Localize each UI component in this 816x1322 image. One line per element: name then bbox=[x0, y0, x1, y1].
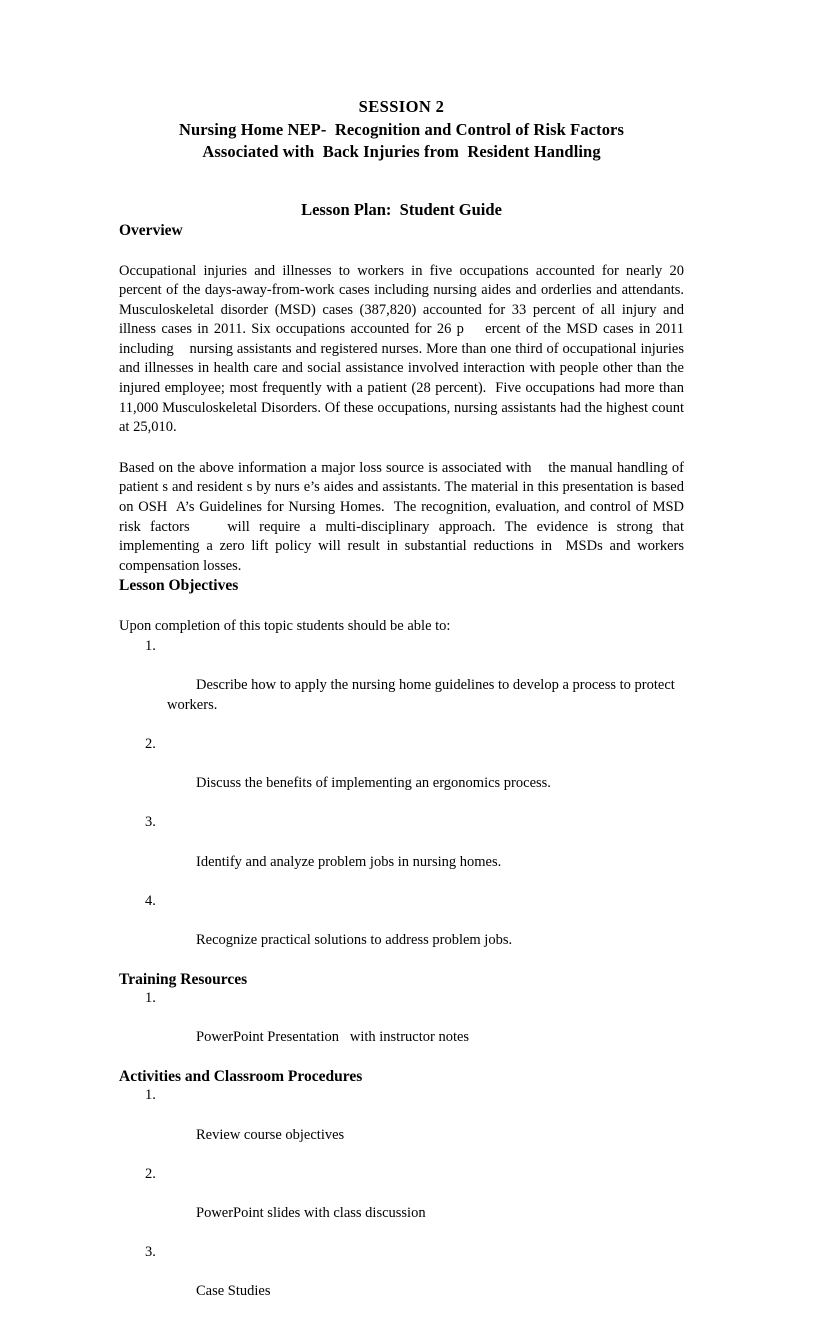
list-item-text: Case Studies bbox=[196, 1283, 271, 1300]
document-content bbox=[119, 0, 692, 1322]
title-line-session: SESSION 2 bbox=[358, 97, 445, 116]
list-item bbox=[119, 735, 684, 813]
title-line-main-2: Associated with Back Injuries from Resident Handling bbox=[202, 142, 601, 161]
title-line-main-1: Nursing Home NEP- Recognition and Control of Risk Factors bbox=[178, 119, 625, 139]
list-item-text: Review course objectives bbox=[196, 1126, 345, 1143]
list-item-text: Identify and analyze problem jobs in nursing homes. bbox=[196, 853, 502, 870]
list-item-text: Describe how to apply the nursing home guidelines to develop a process to protect workers. bbox=[167, 677, 679, 713]
list-item bbox=[119, 637, 684, 735]
heading-activities-classroom-procedures: Activities and Classroom Procedures bbox=[119, 1068, 363, 1086]
list-item-number: 2. bbox=[145, 735, 156, 752]
objectives-list bbox=[119, 637, 684, 970]
list-item bbox=[119, 1243, 684, 1321]
document-subtitle: Lesson Plan: Student Guide bbox=[301, 199, 502, 219]
list-item bbox=[119, 1165, 684, 1243]
list-item-text: PowerPoint slides with class discussion bbox=[196, 1205, 426, 1222]
list-item-text: Discuss the benefits of implementing an ergonomics process. bbox=[196, 775, 551, 792]
list-item bbox=[119, 1086, 684, 1164]
activities-list bbox=[119, 1086, 684, 1321]
resources-list bbox=[119, 989, 684, 1067]
list-item bbox=[119, 892, 684, 970]
list-item-number: 1. bbox=[145, 638, 156, 654]
list-item-text: PowerPoint Presentation with instructor notes bbox=[196, 1029, 470, 1046]
heading-training-resources: Training Resources bbox=[119, 971, 248, 989]
list-item-number: 3. bbox=[145, 1244, 156, 1261]
list-item-number: 1. bbox=[145, 990, 156, 1007]
list-item bbox=[119, 813, 684, 891]
list-item bbox=[119, 989, 684, 1067]
list-item-number: 4. bbox=[145, 892, 156, 909]
overview-paragraph-1: Occupational injuries and illnesses to workers in five occupations accounted for nearly 20 percent of the days-away-from-work cases including nursing aides and orderlies and attendants. Musculoskeletal disorder (MSD) cases (387,820) accounted for 33 percent of all injury and illness cases in 2011. Six occupations accounted for 26 p ercent of the MSD cases in 2011 including nursing assistants and registered nurses. More than one third of occupational injuries and illnesses in health care and social assistance involved interaction with people other than the injured employee; most frequently with a patient (28 percent). Five occupations had more than 11,000 Musculoskeletal Disorders. Of these occupations, nursing assistants had the highest count at 25,010. bbox=[119, 262, 692, 436]
document-title-block bbox=[119, 96, 684, 164]
list-item-number: 3. bbox=[145, 814, 156, 831]
heading-lesson-objectives: Lesson Objectives bbox=[119, 577, 239, 595]
objectives-intro: Upon completion of this topic students should be able to: bbox=[119, 618, 451, 635]
list-item-number: 1. bbox=[145, 1087, 156, 1104]
heading-overview: Overview bbox=[119, 221, 183, 239]
list-item-number: 2. bbox=[145, 1165, 156, 1182]
list-item-text: Recognize practical solutions to address problem jobs. bbox=[196, 931, 513, 948]
overview-paragraph-2: Based on the above information a major loss source is associated with the manual handling of patient s and resident s by nurs e’s aides and assistants. The material in this presentation is based on OSH A’s Guidelines for Nursing Homes. The recognition, evaluation, and control of MSD risk factors will require a multi-disciplinary approach. The evidence is strong that implementing a zero lift policy will result in substantial reductions in MSDs and workers compensation losses. bbox=[119, 459, 692, 574]
